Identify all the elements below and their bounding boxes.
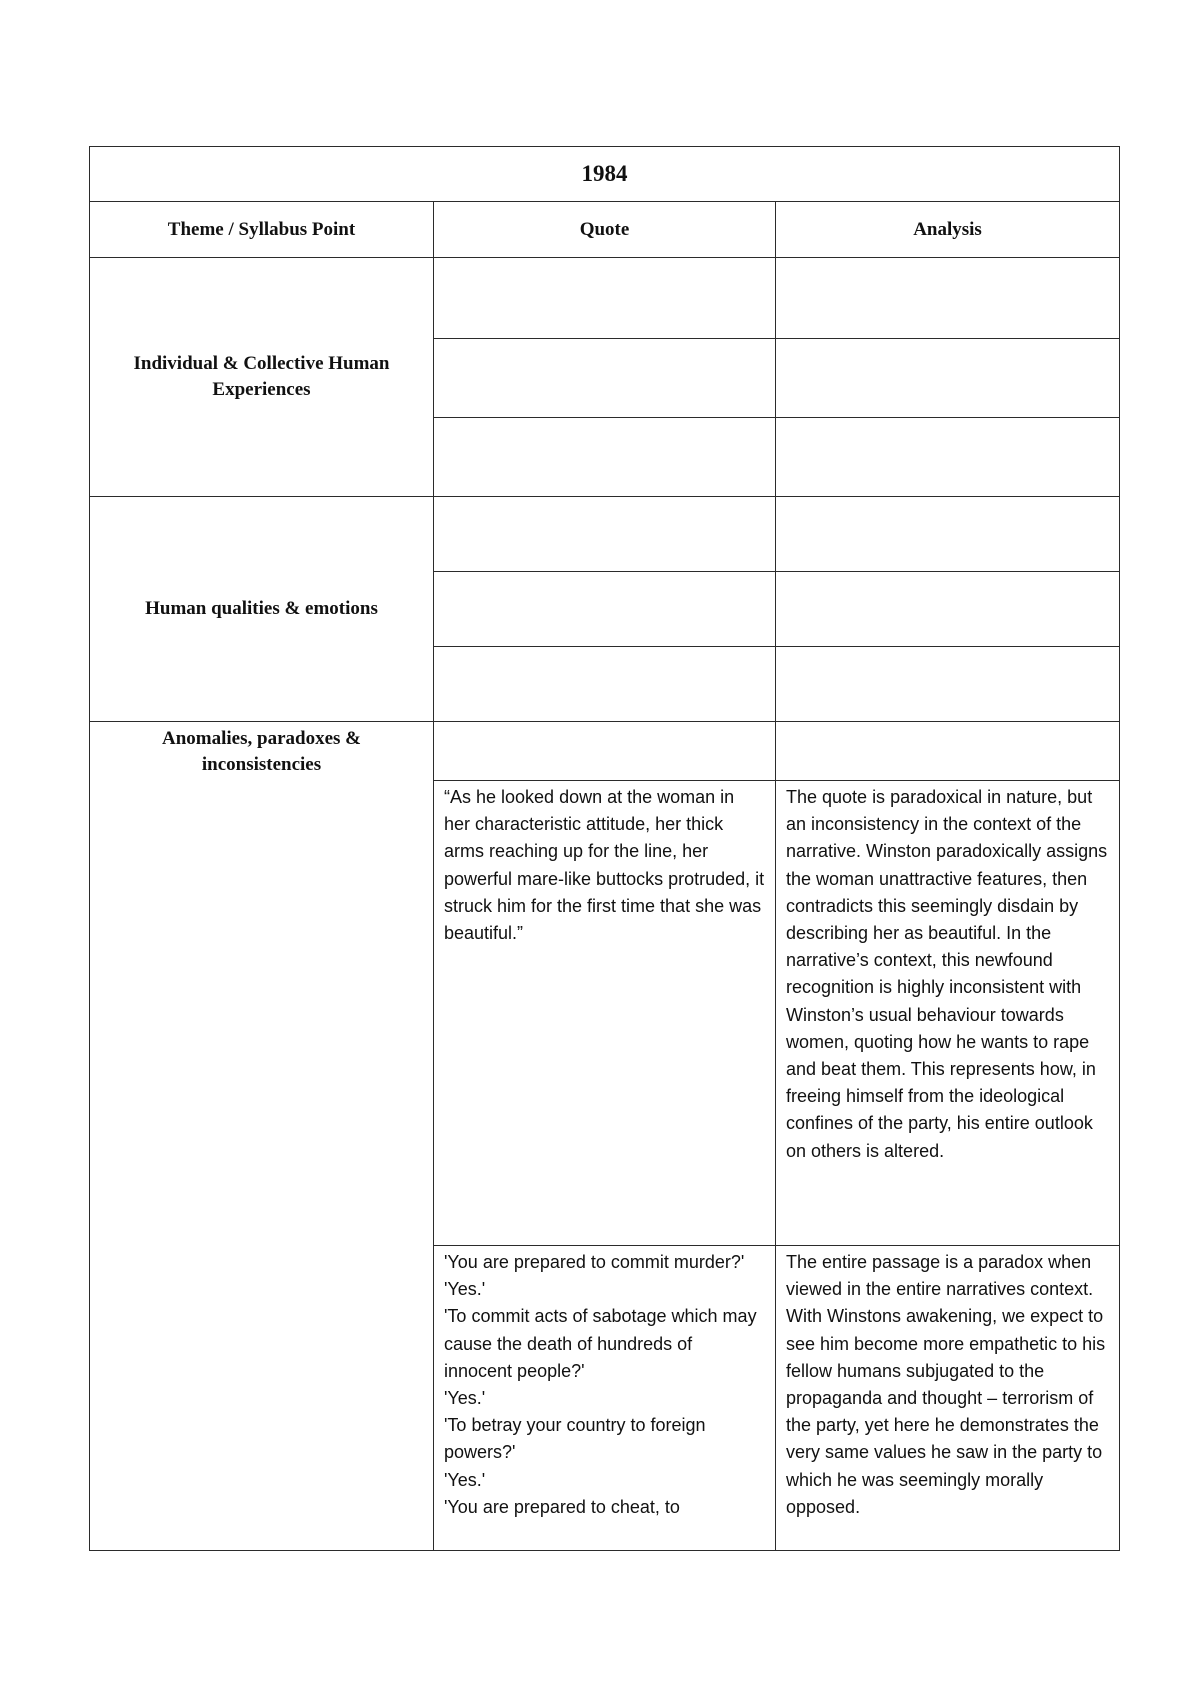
quote-cell-empty [434, 572, 776, 647]
quote-cell-empty [434, 339, 776, 418]
theme-human-qualities: Human qualities & emotions [90, 497, 434, 722]
analysis-cell-empty [776, 722, 1120, 781]
analysis-cell-empty [776, 418, 1120, 497]
analysis-cell-empty [776, 339, 1120, 418]
theme-individual-collective: Individual & Collective Human Experiences [90, 258, 434, 497]
analysis-cell: The quote is paradoxical in nature, but an inconsistency in the context of the narrative. Winston paradoxically assigns the woman unattractive features, then contradicts this seemingly disdain by describing her as beautiful. In the narrative’s context, this newfound recognition is highly inconsistent with Winston’s usual behaviour towards women, quoting how he wants to rape and beat them. This represents how, in freeing himself from the ideological confines of the party, his entire outlook on others is altered. [776, 781, 1120, 1246]
quote-cell-empty [434, 258, 776, 339]
quote-cell-empty [434, 497, 776, 572]
quote-cell: “As he looked down at the woman in her characteristic attitude, her thick arms reaching up for the line, her powerful mare-like buttocks protruded, it struck him for the first time that she was beautiful.” [434, 781, 776, 1246]
quote-cell-empty [434, 647, 776, 722]
analysis-table [89, 146, 1120, 1551]
theme-anomalies-paradoxes: Anomalies, paradoxes & inconsistencies [90, 722, 434, 1551]
quote-cell-empty [434, 722, 776, 781]
analysis-cell: The entire passage is a paradox when viewed in the entire narratives context. With Winstons awakening, we expect to see him become more empathetic to his fellow humans subjugated to the propaganda and thought – terrorism of the party, yet here he demonstrates the very same values he saw in the party to which he was seemingly morally opposed. [776, 1246, 1120, 1551]
table-row [90, 497, 1120, 572]
document-title: 1984 [90, 147, 1120, 202]
title-row [90, 147, 1120, 202]
table-row [90, 722, 1120, 781]
quote-cell: 'You are prepared to commit murder?' 'Yes.' 'To commit acts of sabotage which may cause the death of hundreds of innocent people?' 'Yes.' 'To betray your country to foreign powers?' 'Yes.' 'You are prepared to cheat, to [434, 1246, 776, 1551]
analysis-cell-empty [776, 497, 1120, 572]
analysis-cell-empty [776, 572, 1120, 647]
header-analysis: Analysis [776, 202, 1120, 258]
analysis-cell-empty [776, 258, 1120, 339]
header-row [90, 202, 1120, 258]
table-row [90, 258, 1120, 339]
header-theme: Theme / Syllabus Point [90, 202, 434, 258]
analysis-cell-empty [776, 647, 1120, 722]
quote-cell-empty [434, 418, 776, 497]
header-quote: Quote [434, 202, 776, 258]
